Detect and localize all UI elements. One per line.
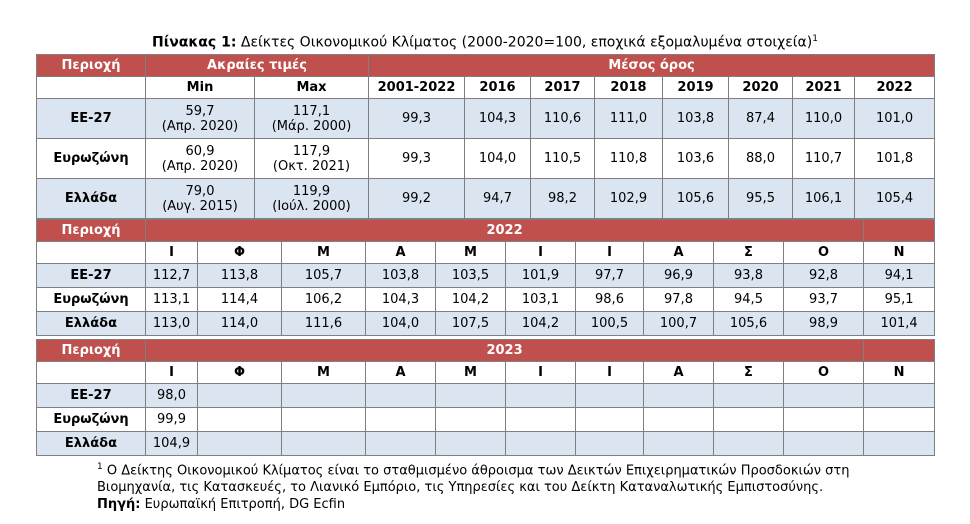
- value-cell: 99,3: [369, 139, 465, 179]
- value-cell: [198, 432, 282, 456]
- region-label: Ελλάδα: [37, 179, 146, 219]
- year-2023-header: 2023: [146, 340, 864, 362]
- region-label: Ελλάδα: [37, 312, 146, 336]
- year-header: 2019: [663, 77, 729, 99]
- value-cell: 87,4: [729, 99, 793, 139]
- value-cell: 99,9: [146, 408, 198, 432]
- table-title-footnote-mark: 1: [812, 34, 818, 44]
- value-cell: 110,6: [531, 99, 595, 139]
- footnote-line-1: [97, 459, 849, 479]
- month-header: Ο: [784, 362, 864, 384]
- value-cell: 102,9: [595, 179, 663, 219]
- value-cell: 88,0: [729, 139, 793, 179]
- month-header: Φ: [198, 242, 282, 264]
- value-cell: [506, 432, 576, 456]
- monthly-2023-header-row: [37, 340, 935, 362]
- value-cell: 103,5: [436, 264, 506, 288]
- value-cell: 111,6: [282, 312, 366, 336]
- min-date: (Απρ. 2020): [161, 158, 239, 174]
- min-header: Min: [146, 77, 255, 99]
- value-cell: [714, 432, 784, 456]
- empty-cell: [37, 77, 146, 99]
- value-cell: 100,7: [644, 312, 714, 336]
- table-row: [37, 384, 935, 408]
- month-header: Α: [366, 242, 436, 264]
- month-header: Ι: [146, 242, 198, 264]
- value-cell: 110,5: [531, 139, 595, 179]
- value-cell: [282, 408, 366, 432]
- value-cell: 101,8: [855, 139, 935, 179]
- value-cell: 106,2: [282, 288, 366, 312]
- monthly-2023-table: [36, 339, 935, 456]
- value-cell: 94,7: [465, 179, 531, 219]
- table-title-prefix: Πίνακας 1:: [152, 34, 237, 51]
- value-cell: [784, 384, 864, 408]
- value-cell: 101,0: [855, 99, 935, 139]
- empty-cell: [37, 242, 146, 264]
- region-header: Περιοχή: [37, 55, 146, 77]
- value-cell: 101,9: [506, 264, 576, 288]
- month-header: Ι: [506, 362, 576, 384]
- monthly-2022-header-row: [37, 220, 935, 242]
- value-cell: [576, 432, 644, 456]
- value-cell: 111,0: [595, 99, 663, 139]
- value-cell: 110,0: [793, 99, 855, 139]
- value-cell: 104,0: [465, 139, 531, 179]
- value-cell: 105,6: [714, 312, 784, 336]
- value-cell: [864, 432, 935, 456]
- value-cell: 95,1: [864, 288, 935, 312]
- average-header: Μέσος όρος: [369, 55, 935, 77]
- value-cell: 104,3: [465, 99, 531, 139]
- value-cell: [198, 408, 282, 432]
- value-cell: 113,1: [146, 288, 198, 312]
- month-header-row: [37, 242, 935, 264]
- month-header: Α: [366, 362, 436, 384]
- month-header: Σ: [714, 362, 784, 384]
- table-row: [37, 408, 935, 432]
- table-title-text: Δείκτες Οικονομικού Κλίματος (2000-2020=100, εποχικά εξομαλυμένα στοιχεία): [240, 34, 813, 51]
- value-cell: 103,1: [506, 288, 576, 312]
- region-label: ΕΕ-27: [37, 264, 146, 288]
- extremes-header: Ακραίες τιμές: [146, 55, 369, 77]
- value-cell: [576, 408, 644, 432]
- region-label: ΕΕ-27: [37, 384, 146, 408]
- region-header: Περιοχή: [37, 220, 146, 242]
- month-header: Σ: [714, 242, 784, 264]
- value-cell: [366, 408, 436, 432]
- value-cell: [576, 384, 644, 408]
- region-label: Ευρωζώνη: [37, 139, 146, 179]
- value-cell: [282, 432, 366, 456]
- value-cell: 114,4: [198, 288, 282, 312]
- value-cell: 94,1: [864, 264, 935, 288]
- value-cell: 110,7: [793, 139, 855, 179]
- value-cell: 103,8: [366, 264, 436, 288]
- value-cell: [506, 384, 576, 408]
- value-cell: 106,1: [793, 179, 855, 219]
- year-header: 2016: [465, 77, 531, 99]
- footnote-text-1: Ο Δείκτης Οικονομικού Κλίματος είναι το σταθμισμένο άθροισμα των Δεικτών Επιχειρηματικών Προσδοκιών στη: [102, 463, 850, 479]
- value-cell: 98,0: [146, 384, 198, 408]
- value-cell: 107,5: [436, 312, 506, 336]
- value-cell: 92,8: [784, 264, 864, 288]
- table-row: [37, 312, 935, 336]
- value-cell: [644, 384, 714, 408]
- region-label: Ευρωζώνη: [37, 408, 146, 432]
- value-cell: [644, 408, 714, 432]
- max-date: (Οκτ. 2021): [272, 158, 351, 174]
- value-cell: 97,8: [644, 288, 714, 312]
- year-header: 2001-2022: [369, 77, 465, 99]
- month-header: Φ: [198, 362, 282, 384]
- month-header: Ν: [864, 242, 935, 264]
- month-header: Ν: [864, 362, 935, 384]
- value-cell: 104,2: [436, 288, 506, 312]
- source-label: Πηγή:: [97, 497, 141, 513]
- min-cell: [146, 139, 255, 179]
- averages-subheader-row: [37, 77, 935, 99]
- value-cell: 99,3: [369, 99, 465, 139]
- value-cell: 98,2: [531, 179, 595, 219]
- empty-cell: [37, 362, 146, 384]
- value-cell: 100,5: [576, 312, 644, 336]
- value-cell: 105,6: [663, 179, 729, 219]
- value-cell: 94,5: [714, 288, 784, 312]
- value-cell: [714, 408, 784, 432]
- max-cell: [255, 139, 369, 179]
- value-cell: [198, 384, 282, 408]
- month-header-row: [37, 362, 935, 384]
- value-cell: 113,0: [146, 312, 198, 336]
- monthly-2022-table: [36, 219, 935, 336]
- footnote-mark: 1: [97, 462, 103, 472]
- min-value: 60,9: [185, 143, 215, 159]
- min-value: 59,7: [185, 103, 215, 119]
- min-cell: [146, 179, 255, 219]
- value-cell: [506, 408, 576, 432]
- month-header: Α: [644, 242, 714, 264]
- min-date: (Απρ. 2020): [161, 118, 239, 134]
- table-row: [37, 288, 935, 312]
- value-cell: [784, 432, 864, 456]
- value-cell: 99,2: [369, 179, 465, 219]
- year-2022-header: 2022: [146, 220, 864, 242]
- region-label: ΕΕ-27: [37, 99, 146, 139]
- max-cell: [255, 179, 369, 219]
- max-value: 117,1: [292, 103, 331, 119]
- table-row: [37, 139, 935, 179]
- value-cell: [864, 384, 935, 408]
- value-cell: [436, 384, 506, 408]
- value-cell: 112,7: [146, 264, 198, 288]
- value-cell: 113,8: [198, 264, 282, 288]
- max-value: 117,9: [292, 143, 331, 159]
- value-cell: 96,9: [644, 264, 714, 288]
- year-header: 2017: [531, 77, 595, 99]
- month-header: Μ: [282, 242, 366, 264]
- min-cell: [146, 99, 255, 139]
- year-header: 2021: [793, 77, 855, 99]
- region-header: Περιοχή: [37, 340, 146, 362]
- source-text: Ευρωπαϊκή Επιτροπή, DG Ecfin: [140, 497, 346, 513]
- min-value: 79,0: [185, 183, 215, 199]
- month-header: Α: [644, 362, 714, 384]
- value-cell: [366, 432, 436, 456]
- value-cell: [436, 432, 506, 456]
- value-cell: 98,9: [784, 312, 864, 336]
- month-header: Ι: [576, 362, 644, 384]
- table-row: [37, 99, 935, 139]
- value-cell: [436, 408, 506, 432]
- month-header: Μ: [282, 362, 366, 384]
- value-cell: 95,5: [729, 179, 793, 219]
- month-header: Μ: [436, 242, 506, 264]
- value-cell: 104,0: [366, 312, 436, 336]
- value-cell: 104,9: [146, 432, 198, 456]
- value-cell: 93,7: [784, 288, 864, 312]
- min-date: (Αυγ. 2015): [162, 198, 238, 214]
- averages-header-row: [37, 55, 935, 77]
- value-cell: 103,6: [663, 139, 729, 179]
- value-cell: 98,6: [576, 288, 644, 312]
- empty-header-cell: [864, 220, 935, 242]
- value-cell: 105,4: [855, 179, 935, 219]
- month-header: Ι: [576, 242, 644, 264]
- month-header: Ο: [784, 242, 864, 264]
- year-header: 2020: [729, 77, 793, 99]
- value-cell: 114,0: [198, 312, 282, 336]
- value-cell: [714, 384, 784, 408]
- table-row: [37, 264, 935, 288]
- value-cell: 97,7: [576, 264, 644, 288]
- year-header: 2018: [595, 77, 663, 99]
- value-cell: [644, 432, 714, 456]
- value-cell: [864, 408, 935, 432]
- value-cell: 104,2: [506, 312, 576, 336]
- max-value: 119,9: [292, 183, 331, 199]
- value-cell: [784, 408, 864, 432]
- max-header: Max: [255, 77, 369, 99]
- table-title: [0, 30, 970, 52]
- month-header: Μ: [436, 362, 506, 384]
- footnote-line-2: Βιομηχανία, τις Κατασκευές, το Λιανικό Εμπόριο, τις Υπηρεσίες και του Δείκτη Καταναλωτικής Εμπιστοσύνης.: [97, 480, 824, 496]
- value-cell: 105,7: [282, 264, 366, 288]
- value-cell: [282, 384, 366, 408]
- empty-header-cell: [864, 340, 935, 362]
- table-row: [37, 432, 935, 456]
- averages-table: [36, 54, 935, 219]
- value-cell: 93,8: [714, 264, 784, 288]
- region-label: Ελλάδα: [37, 432, 146, 456]
- table-row: [37, 179, 935, 219]
- year-header: 2022: [855, 77, 935, 99]
- month-header: Ι: [146, 362, 198, 384]
- source-line: [97, 496, 849, 513]
- value-cell: 104,3: [366, 288, 436, 312]
- value-cell: 110,8: [595, 139, 663, 179]
- value-cell: 101,4: [864, 312, 935, 336]
- value-cell: [366, 384, 436, 408]
- value-cell: 103,8: [663, 99, 729, 139]
- max-date: (Μάρ. 2000): [271, 118, 352, 134]
- max-cell: [255, 99, 369, 139]
- region-label: Ευρωζώνη: [37, 288, 146, 312]
- month-header: Ι: [506, 242, 576, 264]
- max-date: (Ιούλ. 2000): [272, 198, 351, 214]
- footnotes: [97, 459, 849, 513]
